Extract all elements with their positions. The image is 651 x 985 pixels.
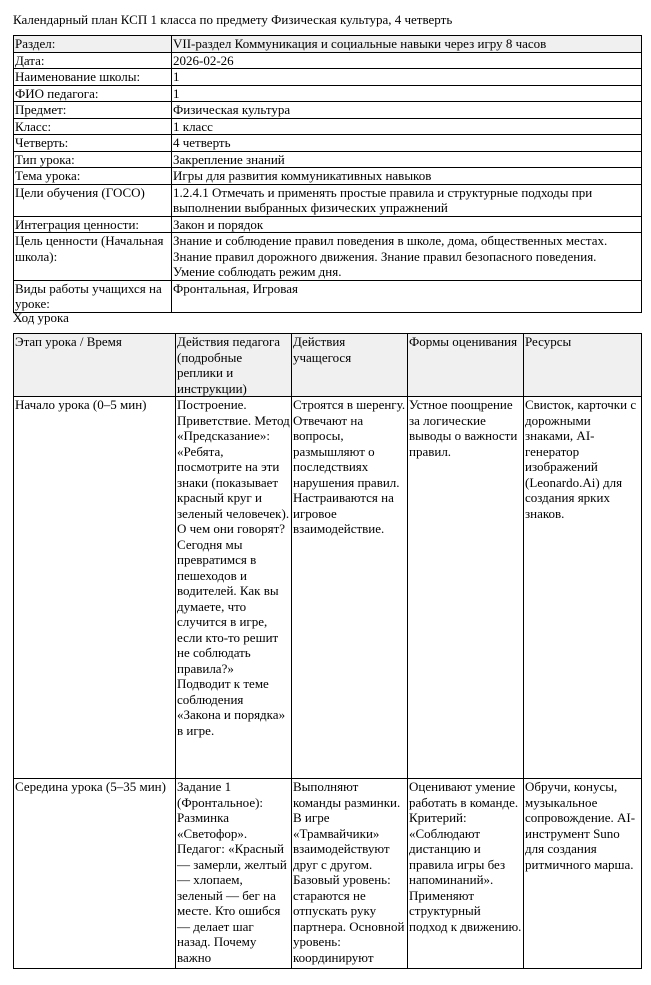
header-stage: Этап урока / Время [14,334,176,397]
info-row-topic [14,168,642,185]
info-label: Наименование школы: [14,69,172,86]
info-label: ФИО педагога: [14,85,172,102]
info-value: 2026-02-26 [172,52,642,69]
info-value: Закрепление знаний [172,151,642,168]
info-label: Дата: [14,52,172,69]
info-label: Тема урока: [14,168,172,185]
info-row-school [14,69,642,86]
header-resources: Ресурсы [524,334,642,397]
info-row-date [14,52,642,69]
info-value: VII-раздел Коммуникация и социальные навыки через игру 8 часов [172,36,642,53]
info-row-learning-goals [14,184,642,216]
info-row-grade [14,118,642,135]
info-value: Игры для развития коммуникативных навыков [172,168,642,185]
document-title: Календарный план КСП 1 класса по предмету Физическая культура, 4 четверть [13,12,453,27]
info-row-section [14,36,642,53]
info-row-teacher [14,85,642,102]
info-value: Закон и порядок [172,216,642,233]
cell-resources: Обручи, конусы, музыкальное сопровождение. AI-инструмент Suno для создания ритмичного марша. [524,779,642,969]
info-label: Четверть: [14,135,172,152]
info-value: Знание и соблюдение правил поведения в школе, дома, общественных местах. Знание правил дорожного движения. Знание правил безопасного поведения. Умение соблюдать режим дня. [172,233,642,281]
flow-row-middle [14,779,642,969]
info-value: 1 [172,85,642,102]
info-value: 1.2.4.1 Отмечать и применять простые правила и структурные подходы при выполнении выбранных физических упражнений [172,184,642,216]
lesson-info-table [13,35,642,313]
info-label: Предмет: [14,102,172,119]
cell-student: Выполняют команды разминки. В игре «Трамвайчики» взаимодействуют друг с другом. Базовый уровень: стараются не отпускать руку партнера. Основной уровень: координируют [292,779,408,969]
info-value: Физическая культура [172,102,642,119]
info-value: 1 [172,69,642,86]
info-row-quarter [14,135,642,152]
lesson-flow-caption: Ход урока [13,310,69,325]
flow-row-start [14,397,642,779]
header-assessment: Формы оценивания [408,334,524,397]
info-label: Цели обучения (ГОСО) [14,184,172,216]
info-label: Класс: [14,118,172,135]
header-teacher: Действия педагога (подробные реплики и инструкции) [176,334,292,397]
lesson-flow-table [13,333,642,969]
info-label: Тип урока: [14,151,172,168]
info-label: Цель ценности (Начальная школа): [14,233,172,281]
cell-resources: Свисток, карточки с дорожными знаками, AI-генератор изображений (Leonardo.Ai) для создания ярких знаков. [524,397,642,779]
cell-student: Строятся в шеренгу. Отвечают на вопросы, размышляют о последствиях нарушения правил. Настраиваются на игровое взаимодействие. [292,397,408,779]
cell-stage: Середина урока (5–35 мин) [14,779,176,969]
cell-teacher: Задание 1 (Фронтальное): Разминка «Светофор». Педагог: «Красный — замерли, желтый — хлопаем, зеленый — бег на месте. Кто ошибся — делает шаг назад. Почему важно [176,779,292,969]
info-value: Фронтальная, Игровая [172,280,642,312]
info-row-value-integration [14,216,642,233]
info-row-work-types [14,280,642,312]
info-label: Раздел: [14,36,172,53]
cell-teacher: Построение. Приветствие. Метод «Предсказание»: «Ребята, посмотрите на эти знаки (показывает красный круг и зеленый человечек). О чем они говорят? Сегодня мы превратимся в пешеходов и водителей. Как вы думаете, что случится в игре, если кто-то решит не соблюдать правила?» Подводит к теме соблюдения «Закона и порядка» в игре. [176,397,292,779]
info-label: Интеграция ценности: [14,216,172,233]
header-student: Действия учащегося [292,334,408,397]
info-value: 1 класс [172,118,642,135]
info-value: 4 четверть [172,135,642,152]
cell-stage: Начало урока (0–5 мин) [14,397,176,779]
flow-header-row [14,334,642,397]
info-row-value-goal [14,233,642,281]
cell-assessment: Оценивают умение работать в команде. Критерий: «Соблюдают дистанцию и правила игры без напоминаний». Применяют структурный подход к движению. [408,779,524,969]
info-row-lesson-type [14,151,642,168]
cell-assessment: Устное поощрение за логические выводы о важности правил. [408,397,524,779]
info-label: Виды работы учащихся на уроке: [14,280,172,312]
info-row-subject [14,102,642,119]
